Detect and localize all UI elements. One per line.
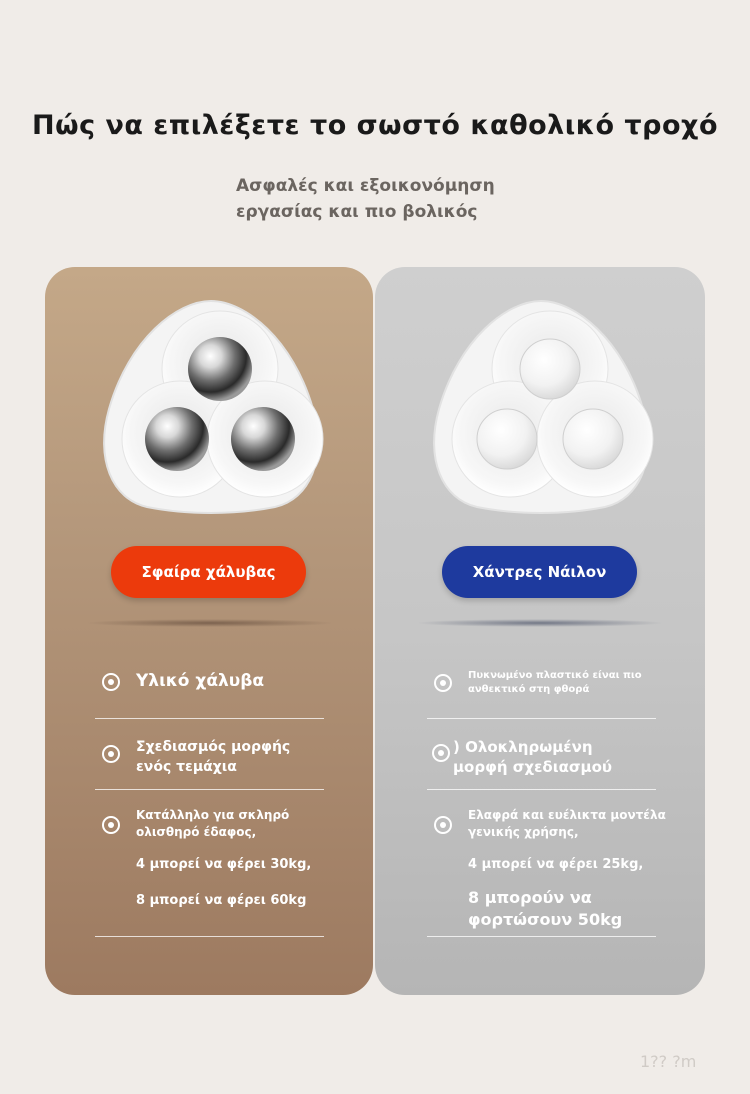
steel-ball-card (45, 267, 373, 995)
feature-text: ενός τεμάχια (136, 759, 237, 775)
feature-text: 4 μπορεί να φέρει 25kg, (468, 857, 644, 872)
feature-item (95, 737, 335, 781)
radio-bullet-icon (434, 674, 452, 692)
divider (95, 936, 324, 937)
feature-text: φορτώσουν 50kg (468, 910, 623, 929)
divider (427, 789, 656, 790)
radio-bullet-icon (102, 816, 120, 834)
divider (427, 718, 656, 719)
page-title: Πώς να επιλέξετε το σωστό καθολικό τροχό (32, 110, 718, 141)
nylon-bead-wheel-image (425, 289, 657, 521)
divider (95, 718, 324, 719)
feature-text: Σχεδιασμός μορφής (136, 739, 291, 755)
feature-text: ολισθηρό έδαφος, (136, 825, 257, 839)
divider (95, 789, 324, 790)
badge-shadow (415, 619, 665, 627)
feature-text: Κατάλληλο για σκληρό (136, 808, 290, 822)
feature-text: Υλικό χάλυβα (136, 671, 265, 691)
feature-text: Ελαφρά και ευέλικτα μοντέλα (468, 808, 666, 822)
feature-item (427, 807, 667, 937)
feature-item (95, 807, 335, 917)
badge-shadow (85, 619, 335, 627)
steel-ball-wheel-image (95, 289, 327, 521)
watermark: 1?? ?m (640, 1052, 697, 1071)
feature-text: 4 μπορεί να φέρει 30kg, (136, 857, 312, 872)
radio-bullet-icon (432, 744, 450, 762)
feature-text: 8 μπορεί να φέρει 60kg (136, 893, 307, 908)
feature-text: γενικής χρήσης, (468, 825, 579, 839)
feature-item (427, 669, 667, 699)
subtitle-line: εργασίας και πιο βολικός (236, 202, 478, 222)
steel-ball-badge: Σφαίρα χάλυβας (111, 546, 306, 598)
feature-item (427, 737, 667, 781)
divider (427, 936, 656, 937)
feature-text: 8 μπορούν να (468, 888, 592, 907)
radio-bullet-icon (102, 673, 120, 691)
nylon-bead-card (375, 267, 705, 995)
feature-text: μορφή σχεδιασμού (453, 758, 613, 776)
nylon-bead-badge: Χάντρες Νάιλον (442, 546, 637, 598)
radio-bullet-icon (434, 816, 452, 834)
feature-item (95, 669, 335, 693)
feature-text: Πυκνωμένο πλαστικό είναι πιο (468, 670, 642, 681)
feature-text: ανθεκτικό στη φθορά (468, 684, 590, 695)
radio-bullet-icon (102, 745, 120, 763)
subtitle (236, 173, 495, 225)
subtitle-line: Ασφαλές και εξοικονόμηση (236, 176, 495, 196)
feature-text: ) Ολοκληρωμένη (453, 738, 593, 756)
